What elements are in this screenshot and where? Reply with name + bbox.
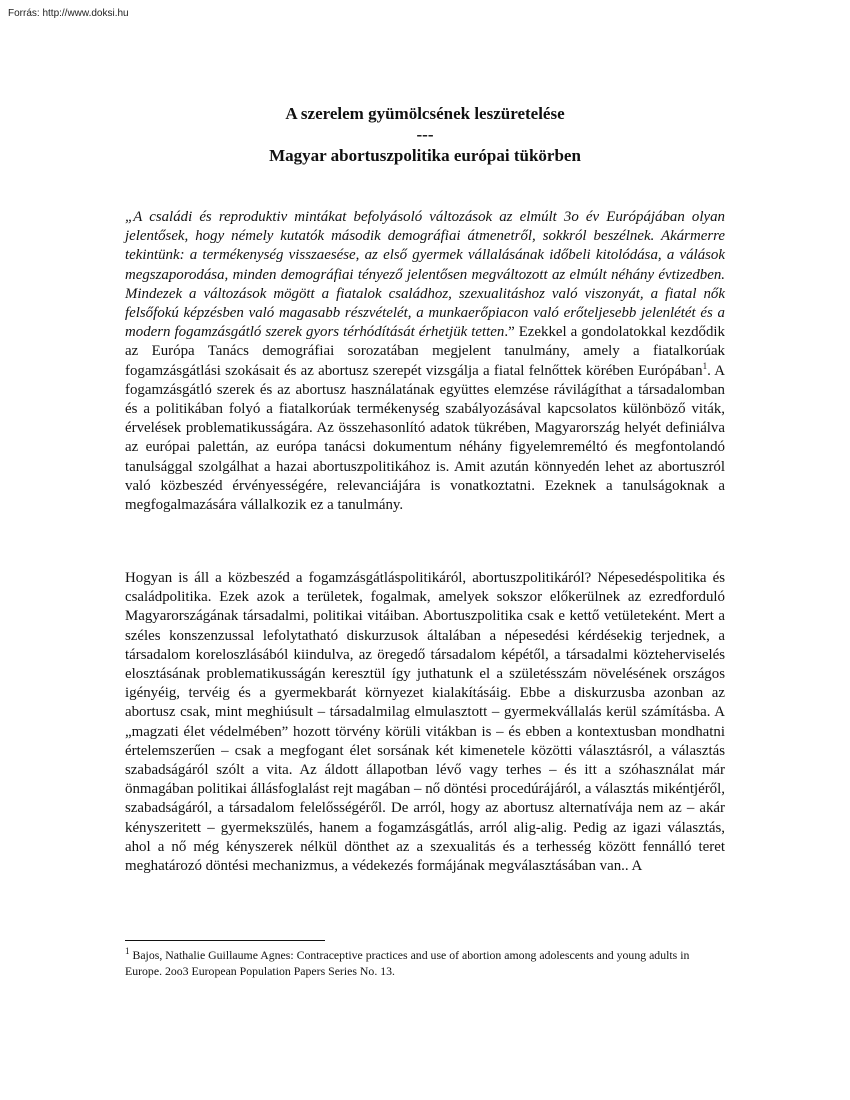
footnote-divider	[125, 940, 325, 941]
footnote-number: 1	[125, 946, 130, 957]
title-line-1: A szerelem gyümölcsének leszüretelése	[285, 104, 565, 123]
footnote-reference: 1	[702, 360, 708, 371]
body-paragraph-2: Hogyan is áll a közbeszéd a fogamzásgátláspolitikáról, abortuszpolitikáról? Népesedéspolitika és családpolitika. Ezek azok a területek, fogalmak, amelyek sokszor előkerülnek az ezredforduló Magyarországának társadalmi, politikai vitáiban. Abortuszpolitika csak e kettő vetületeként. Mert a széles konszenzussal lefolytatható diskurzusok általában a népesedési kérdésekig terjednek, a társadalom koreloszlásából kiindulva, az öregedő társadalom képétől, a társadalmi közteherviselés elosztásának problematikusságán keresztül így juthatunk el a születésszám növelésének országos igényéig, tervéig és a gyermekbarát környezet kialakításáig. Ebbe a diskurzusba azonban az abortusz csak, mint meghiúsult – társadalmilag elmulasztott – gyermekvállalás kerül számításba. A „magzati élet védelmében” hozott törvény körüli vitákban is – és ebben a kontextusban mondhatni értelemszerűen – csak a megfogant élet sorsának két kimenetele közötti választásról, a választás szabadságáról szólt a vita. Az áldott állapotban lévő vagy terhes – és itt a szóhasználat már önmagában politikai állásfoglalást rejt magában – nő döntési procedúrájáról, a választás mikéntjéről, szabadságáról, a társadalom felelősségéről. De arról, hogy az abortusz alternatívája nem az – akár kényszeritett – gyermekszülés, hanem a fogamzásgátlás, arról alig-alig. Pedig az igazi választás, ahol a nő még kényszerek nélkül dönthet az a szexualitás és a terhesség között fennálló teret meghatározó döntési mechanizmus, a védekezés formájának megválasztásában van.. A	[125, 570, 725, 875]
body-paragraph-1	[125, 208, 725, 515]
opening-quote: „A családi és reproduktiv mintákat befolyásoló változások az elmúlt 3o év Európájában olyan jelentősek, hogy némely kutatók második demográfiai átmenetről, sokkról beszélnek. Akármerre tekintünk: a termékenység visszaesése, az első gyermek vállalásának időbeli kitolódása, a válások megszaporodása, minden demográfiai tényező jelentősen megváltozott az elmúlt néhány évtizedben. Mindezek a változások mögött a fiatalok családhoz, szexualitáshoz való viszonyát, a fiatal nők felsőfokú képzésben való magasabb részvételét, a munkaerőpiacon való erőteljesebb jelenlétét és a modern fogamzásgátló szerek gyors térhódítását érhetjük tetten	[125, 209, 725, 341]
title-line-2: Magyar abortuszpolitika európai tükörben	[269, 146, 581, 165]
paragraph-text-before-note: Ezekkel a gondolatokkal kezdődik az Európa Tanács demográfiai sorozatában megjelent tanulmány, amely a fiatalkorúak fogamzásgátlási szokásait és az abortusz szerepét vizsgálja a fiatal felnőttek körében Európában	[125, 324, 725, 379]
title-separator: ---	[416, 125, 434, 144]
quote-end: .”	[504, 324, 515, 341]
source-url-header: Forrás: http://www.doksi.hu	[8, 8, 129, 19]
footnote	[125, 948, 725, 979]
document-title	[0, 103, 850, 166]
footnote-text: Bajos, Nathalie Guillaume Agnes: Contraceptive practices and use of abortion among adolescents and young adults in Europe. 2oo3 European Population Papers Series No. 13.	[125, 948, 690, 978]
paragraph-text-after-note: . A fogamzásgátló szerek és az abortusz használatának együttes elemzése rávilágíthat a társadalomban és a politikában folyó a fiatalkorúak termékenység szabályozásával kapcsolatos különböző viták, érvelések problematikusságára. Az összehasonlító adatok tükrében, Magyarország helyét definiálva az európai palettán, az európa tanácsi dokumentum néhány figyelemreméltó és megfontolandó tanulsággal szolgálhat a hazai abortuszpolitikához is. Amit azután könnyedén lehet az abortuszról való közbeszéd érvényességére, relevanciájára is vonatkoztatni. Ezeknek a tanulságoknak a megfogalmazására vállalkozik ez a tanulmány.	[125, 362, 725, 514]
